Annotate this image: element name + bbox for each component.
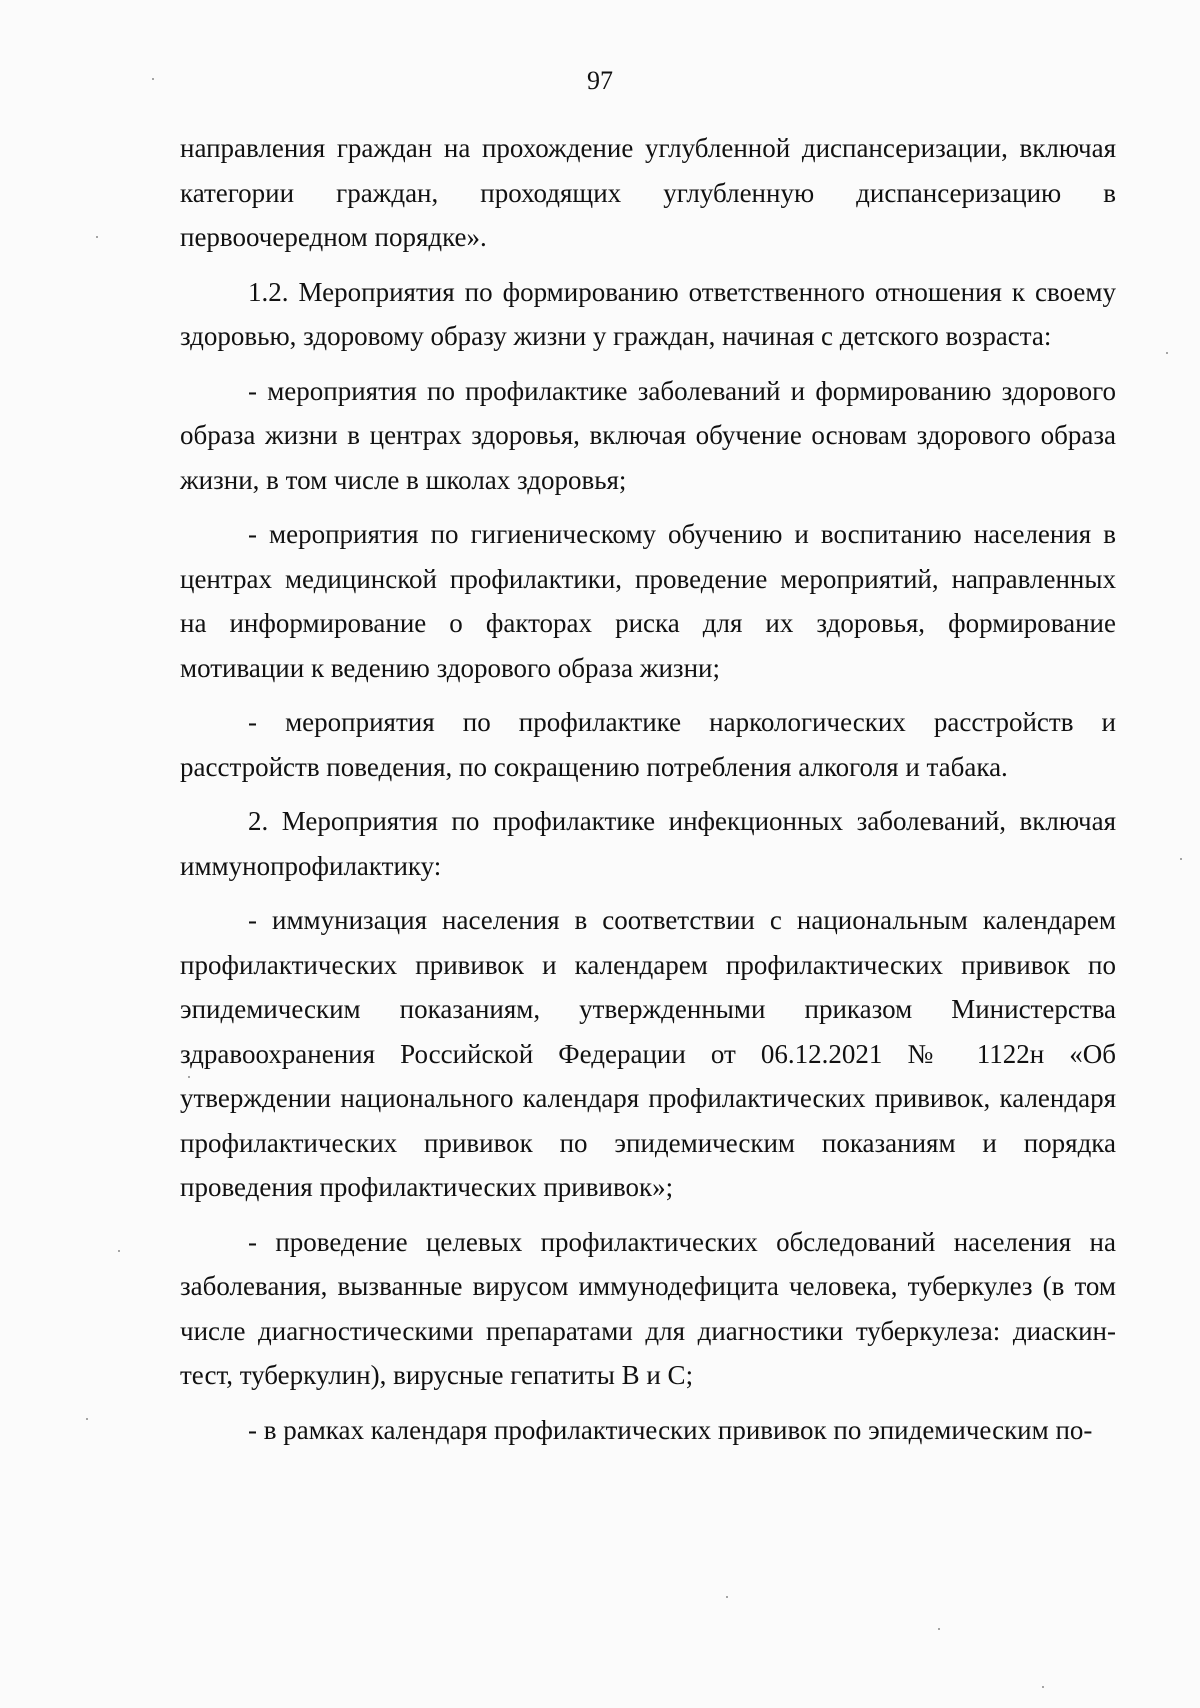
paragraph: - мероприятия по профилактике заболеваний и формированию здорового образа жизни в центрах здоровья, включая обучение основам здорового образа жизни, в том числе в школах здоровья; — [180, 375, 1116, 495]
document-body — [180, 126, 1116, 1452]
scan-speck — [726, 1596, 728, 1598]
paragraph: направления граждан на прохождение углубленной диспансеризации, включая категории граждан, проходящих углубленную диспансеризацию в первоочередном порядке». — [180, 133, 1116, 252]
paragraph: - в рамках календаря профилактических прививок по эпидемическим по- — [248, 1414, 1093, 1445]
scan-speck — [96, 236, 98, 238]
paragraph: - мероприятия по профилактике наркологических расстройств и расстройств поведения, по сокращению потребления алкоголя и табака. — [180, 707, 1116, 782]
scan-speck — [86, 1418, 88, 1420]
paragraph: 1.2. Мероприятия по формированию ответственного отношения к своему здоровью, здоровому образу жизни у граждан, начиная с детского возраста: — [180, 276, 1116, 351]
scan-speck — [938, 1628, 940, 1630]
paragraph: - проведение целевых профилактических обследований населения на заболевания, вызванные вирусом иммунодефицита человека, туберкулез (в том числе диагностическими препаратами для диагностики туберкулеза: диаскин-тест, туберкулин), вирусные гепатиты В и С; — [180, 1226, 1116, 1390]
paragraph: 2. Мероприятия по профилактике инфекционных заболеваний, включая иммунопрофилактику: — [180, 806, 1116, 881]
scan-speck — [152, 78, 154, 80]
page-number: 97 — [587, 66, 613, 95]
scan-speck — [1180, 858, 1182, 860]
paragraph: - иммунизация населения в соответствии с национальным календарем профилактических прививок и календарем профилактических прививок по эпидемическим показаниям, утвержденными приказом Министерства здравоохранения Российской Федерации от 06.12.2021 № 1122н «Об утверждении национального календаря профилактических прививок, календаря профилактических прививок по эпидемическим показаниям и порядка проведения профилактических прививок»; — [180, 905, 1116, 1202]
scan-speck — [188, 1076, 190, 1078]
paragraph: - мероприятия по гигиеническому обучению и воспитанию населения в центрах медицинской профилактики, проведение мероприятий, направленных на информирование о факторах риска для их здоровья, формирование мотивации к ведению здорового образа жизни; — [180, 519, 1116, 683]
scan-speck — [118, 1250, 120, 1252]
scan-speck — [1042, 1686, 1044, 1688]
scan-speck — [1166, 352, 1168, 354]
